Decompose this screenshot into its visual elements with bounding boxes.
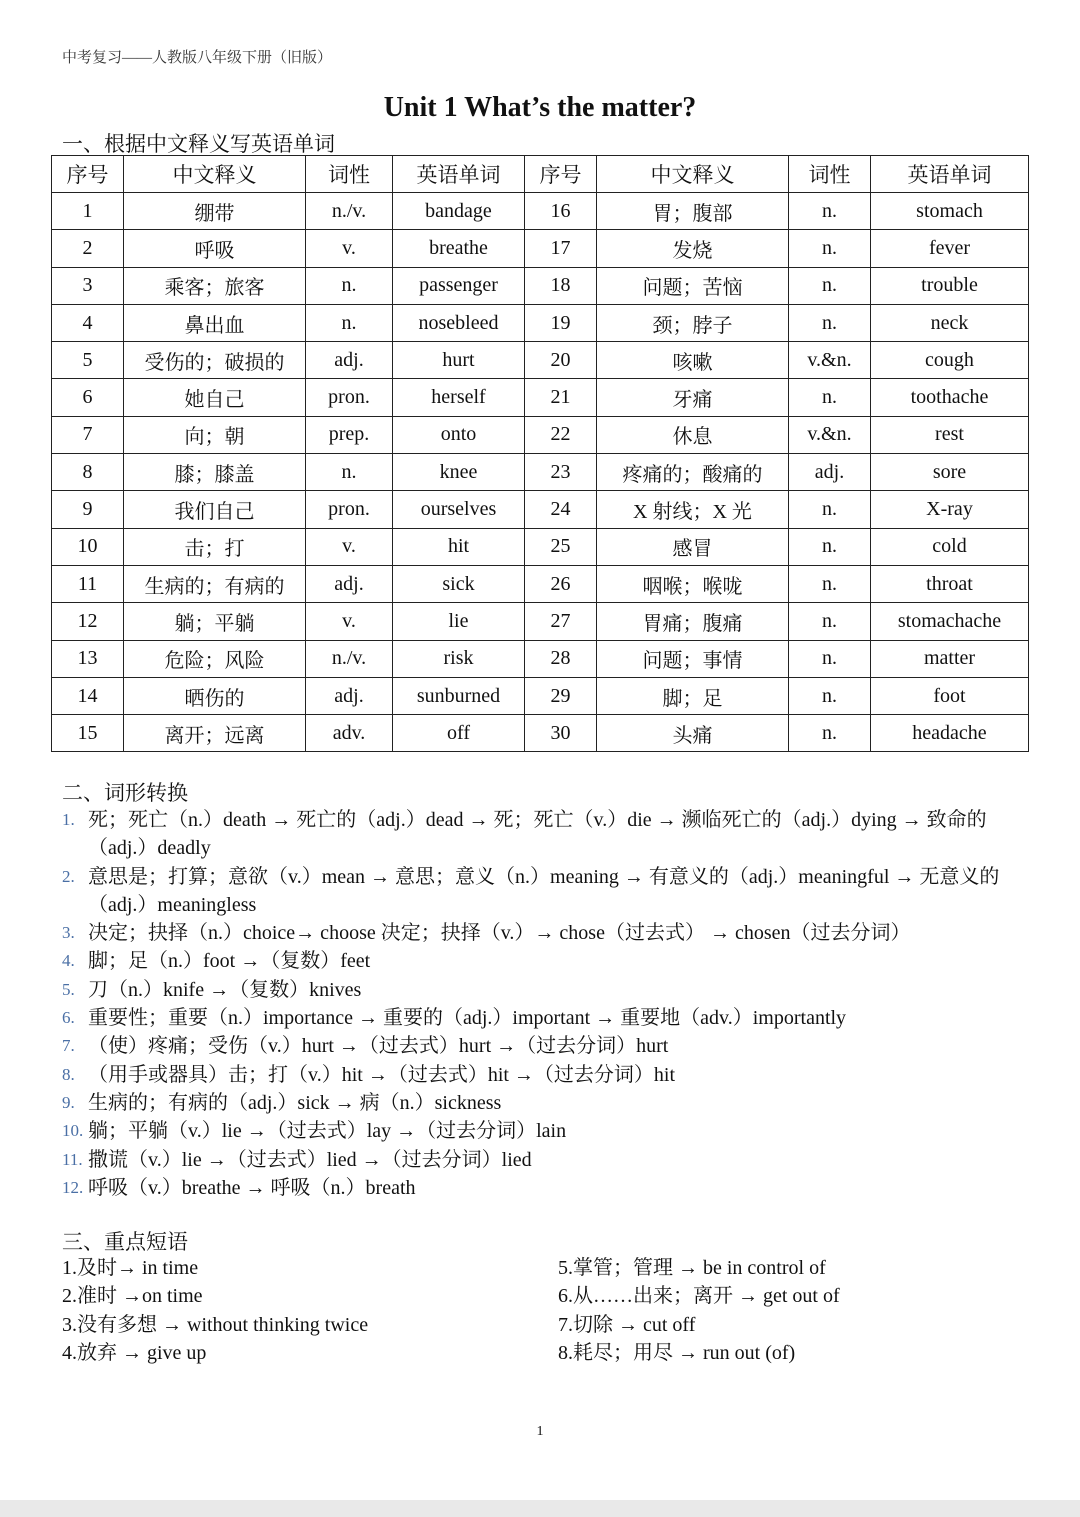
header-cell: 中文释义	[124, 156, 306, 193]
vocab-header-row	[52, 156, 1029, 193]
list-item	[62, 806, 1022, 863]
list-item-number: 1.	[62, 810, 75, 829]
table-cell: n.	[789, 379, 871, 416]
table-cell: bandage	[393, 193, 525, 230]
list-item	[62, 1061, 1022, 1089]
phrase-item: 6.从……出来；离开 → get out of	[558, 1285, 840, 1308]
table-row	[52, 230, 1029, 267]
list-item-number: 8.	[62, 1064, 75, 1084]
list-item-number: 3.	[62, 923, 75, 943]
table-cell: 发烧	[597, 230, 789, 267]
table-cell: lie	[393, 603, 525, 640]
table-cell: 头痛	[597, 715, 789, 752]
table-cell: 胃；腹部	[597, 193, 789, 230]
table-cell: 乘客；旅客	[124, 267, 306, 304]
table-cell: 脚；足	[597, 677, 789, 714]
header-cell: 词性	[306, 156, 393, 193]
list-item-text: 生病的；有病的（adj.）sick → 病（n.）sickness	[88, 1091, 502, 1114]
section3-title: 三、重点短语	[62, 1230, 188, 1254]
header-cell: 英语单词	[871, 156, 1029, 193]
table-cell: stomach	[871, 193, 1029, 230]
section2-title: 二、词形转换	[62, 781, 188, 805]
table-cell: 17	[525, 230, 597, 267]
list-item	[62, 1089, 1022, 1117]
table-cell: n.	[789, 715, 871, 752]
table-cell: 颈；脖子	[597, 304, 789, 341]
list-item-text: 决定；抉择（n.）choice→ choose 决定；抉择（v.）→ chose（过去式） → chosen（过去分词）	[88, 922, 911, 945]
list-item-number: 9.	[62, 1092, 75, 1112]
table-cell: 向；朝	[124, 416, 306, 453]
table-cell: knee	[393, 454, 525, 491]
table-cell: 危险；风险	[124, 640, 306, 677]
table-cell: v.	[306, 230, 393, 267]
table-row	[52, 379, 1029, 416]
table-cell: n.	[789, 304, 871, 341]
list-item	[62, 1004, 1022, 1032]
list-item-number: 6.	[62, 1008, 75, 1028]
table-row	[52, 565, 1029, 602]
table-cell: n.	[789, 528, 871, 565]
table-row	[52, 193, 1029, 230]
table-row	[52, 715, 1029, 752]
table-cell: 躺；平躺	[124, 603, 306, 640]
table-cell: 感冒	[597, 528, 789, 565]
table-cell: 11	[52, 565, 124, 602]
table-cell: passenger	[393, 267, 525, 304]
table-cell: 3	[52, 267, 124, 304]
list-item-number: 5.	[62, 979, 75, 999]
table-cell: n.	[306, 304, 393, 341]
table-cell: pron.	[306, 491, 393, 528]
list-item-text: 脚；足（n.）foot →（复数）feet	[88, 950, 371, 973]
table-cell: cough	[871, 342, 1029, 379]
table-cell: 25	[525, 528, 597, 565]
table-cell: 问题；苦恼	[597, 267, 789, 304]
header-cell: 中文释义	[597, 156, 789, 193]
table-cell: 28	[525, 640, 597, 677]
phrase-item: 4.放弃 → give up	[62, 1341, 207, 1364]
table-cell: trouble	[871, 267, 1029, 304]
list-item	[62, 863, 1022, 920]
table-cell: headache	[871, 715, 1029, 752]
table-cell: sore	[871, 454, 1029, 491]
table-row	[52, 528, 1029, 565]
table-cell: n.	[789, 603, 871, 640]
table-cell: 问题；事情	[597, 640, 789, 677]
table-cell: adv.	[306, 715, 393, 752]
table-cell: n.	[306, 454, 393, 491]
table-cell: 休息	[597, 416, 789, 453]
table-cell: n.	[789, 193, 871, 230]
list-item-number: 2.	[62, 866, 75, 886]
bottom-strip	[0, 1500, 1080, 1517]
table-cell: 咳嗽	[597, 342, 789, 379]
table-cell: hurt	[393, 342, 525, 379]
section1-title: 一、根据中文释义写英语单词	[62, 132, 335, 156]
table-cell: pron.	[306, 379, 393, 416]
header-cell: 序号	[52, 156, 124, 193]
list-item-text: 死；死亡（n.）death → 死亡的（adj.）dead → 死；死亡（v.）die → 濒临死亡的（adj.）dying → 致命的（adj.）deadly	[88, 809, 987, 860]
table-cell: n./v.	[306, 193, 393, 230]
table-cell: v.&n.	[789, 416, 871, 453]
phrase-item: 3.没有多想 → without thinking twice	[62, 1313, 369, 1336]
table-cell: prep.	[306, 416, 393, 453]
list-item-text: 呼吸（v.）breathe → 呼吸（n.）breath	[88, 1176, 416, 1199]
table-cell: 击；打	[124, 528, 306, 565]
table-cell: 鼻出血	[124, 304, 306, 341]
table-cell: 22	[525, 416, 597, 453]
table-row	[52, 416, 1029, 453]
page-title: Unit 1 What’s the matter?	[383, 92, 697, 123]
table-cell: hit	[393, 528, 525, 565]
table-cell: X 射线；X 光	[597, 491, 789, 528]
vocab-table	[51, 155, 1029, 752]
table-cell: 4	[52, 304, 124, 341]
table-cell: 30	[525, 715, 597, 752]
list-item-number: 12.	[62, 1177, 84, 1197]
list-item-number: 10.	[62, 1121, 84, 1141]
list-item	[62, 919, 1022, 947]
list-item-number: 4.	[62, 951, 75, 971]
table-cell: 她自己	[124, 379, 306, 416]
phrase-item: 8.耗尽；用尽 → run out (of)	[558, 1341, 796, 1364]
list-item-text: （用手或器具）击；打（v.）hit →（过去式）hit →（过去分词）hit	[88, 1063, 676, 1086]
table-cell: cold	[871, 528, 1029, 565]
table-cell: 20	[525, 342, 597, 379]
word-form-list	[62, 806, 1022, 1202]
table-cell: n.	[789, 491, 871, 528]
table-cell: 13	[52, 640, 124, 677]
table-cell: 呼吸	[124, 230, 306, 267]
table-cell: n./v.	[306, 640, 393, 677]
table-row	[52, 267, 1029, 304]
table-cell: adj.	[306, 565, 393, 602]
table-cell: 生病的；有病的	[124, 565, 306, 602]
header-note: 中考复习——人教版八年级下册（旧版）	[62, 50, 333, 66]
table-cell: n.	[789, 565, 871, 602]
table-cell: matter	[871, 640, 1029, 677]
list-item-text: 意思是；打算；意欲（v.）mean → 意思；意义（n.）meaning → 有意义的（adj.）meaningful → 无意义的（adj.）meaningless	[88, 865, 1000, 916]
list-item-number: 11.	[62, 1149, 83, 1169]
table-row	[52, 640, 1029, 677]
table-cell: 离开；远离	[124, 715, 306, 752]
table-cell: onto	[393, 416, 525, 453]
table-cell: n.	[789, 677, 871, 714]
phrase-item: 1.及时→ in time	[62, 1257, 199, 1279]
phrase-item: 7.切除 → cut off	[558, 1313, 696, 1336]
table-cell: v.&n.	[789, 342, 871, 379]
table-cell: 12	[52, 603, 124, 640]
table-cell: 10	[52, 528, 124, 565]
table-cell: toothache	[871, 379, 1029, 416]
table-cell: 牙痛	[597, 379, 789, 416]
list-item	[62, 947, 1022, 975]
table-cell: X-ray	[871, 491, 1029, 528]
table-row	[52, 454, 1029, 491]
table-cell: 24	[525, 491, 597, 528]
table-cell: herself	[393, 379, 525, 416]
list-item-text: 重要性；重要（n.）importance → 重要的（adj.）important → 重要地（adv.）importantly	[88, 1007, 847, 1030]
list-item-text: 刀（n.）knife →（复数）knives	[88, 978, 362, 1001]
table-cell: sunburned	[393, 677, 525, 714]
list-item-text: （使）疼痛；受伤（v.）hurt →（过去式）hurt →（过去分词）hurt	[88, 1035, 669, 1058]
table-cell: 23	[525, 454, 597, 491]
table-cell: 胃痛；腹痛	[597, 603, 789, 640]
table-cell: breathe	[393, 230, 525, 267]
list-item	[62, 1174, 1022, 1202]
table-cell: 18	[525, 267, 597, 304]
table-cell: n.	[789, 640, 871, 677]
list-item	[62, 976, 1022, 1004]
table-cell: fever	[871, 230, 1029, 267]
table-cell: risk	[393, 640, 525, 677]
table-cell: 29	[525, 677, 597, 714]
table-row	[52, 677, 1029, 714]
table-cell: 晒伤的	[124, 677, 306, 714]
table-row	[52, 304, 1029, 341]
table-cell: sick	[393, 565, 525, 602]
header-cell: 英语单词	[393, 156, 525, 193]
table-cell: adj.	[306, 677, 393, 714]
list-item	[62, 1146, 1022, 1174]
table-cell: adj.	[789, 454, 871, 491]
table-row	[52, 491, 1029, 528]
table-cell: foot	[871, 677, 1029, 714]
list-item	[62, 1117, 1022, 1145]
table-cell: n.	[789, 230, 871, 267]
table-cell: ourselves	[393, 491, 525, 528]
table-cell: n.	[789, 267, 871, 304]
table-cell: neck	[871, 304, 1029, 341]
table-row	[52, 342, 1029, 379]
table-cell: 5	[52, 342, 124, 379]
table-cell: 绷带	[124, 193, 306, 230]
list-item-text: 撒谎（v.）lie →（过去式）lied →（过去分词）lied	[88, 1148, 532, 1171]
table-cell: 27	[525, 603, 597, 640]
table-row	[52, 603, 1029, 640]
table-cell: 9	[52, 491, 124, 528]
list-item-text: 躺；平躺（v.）lie →（过去式）lay →（过去分词）lain	[88, 1120, 567, 1143]
phrase-item: 2.准时 →on time	[62, 1285, 203, 1308]
table-cell: 16	[525, 193, 597, 230]
table-cell: n.	[306, 267, 393, 304]
phrase-list-left	[62, 1254, 368, 1367]
header-cell: 词性	[789, 156, 871, 193]
table-cell: 咽喉；喉咙	[597, 565, 789, 602]
table-cell: 膝；膝盖	[124, 454, 306, 491]
table-cell: throat	[871, 565, 1029, 602]
table-cell: 14	[52, 677, 124, 714]
table-cell: 15	[52, 715, 124, 752]
phrase-list-right	[558, 1254, 840, 1367]
table-cell: adj.	[306, 342, 393, 379]
phrase-item: 5.掌管；管理 → be in control of	[558, 1257, 826, 1279]
table-cell: 6	[52, 379, 124, 416]
table-cell: 26	[525, 565, 597, 602]
table-cell: 1	[52, 193, 124, 230]
list-item-number: 7.	[62, 1036, 75, 1056]
table-cell: stomachache	[871, 603, 1029, 640]
table-cell: v.	[306, 603, 393, 640]
table-cell: 19	[525, 304, 597, 341]
table-cell: 7	[52, 416, 124, 453]
table-cell: v.	[306, 528, 393, 565]
table-cell: 疼痛的；酸痛的	[597, 454, 789, 491]
table-cell: 受伤的；破损的	[124, 342, 306, 379]
table-cell: 8	[52, 454, 124, 491]
header-cell: 序号	[525, 156, 597, 193]
table-cell: rest	[871, 416, 1029, 453]
table-cell: 我们自己	[124, 491, 306, 528]
page-number: 1	[536, 1424, 544, 1439]
table-cell: 21	[525, 379, 597, 416]
table-cell: 2	[52, 230, 124, 267]
list-item	[62, 1032, 1022, 1060]
table-cell: nosebleed	[393, 304, 525, 341]
table-cell: off	[393, 715, 525, 752]
